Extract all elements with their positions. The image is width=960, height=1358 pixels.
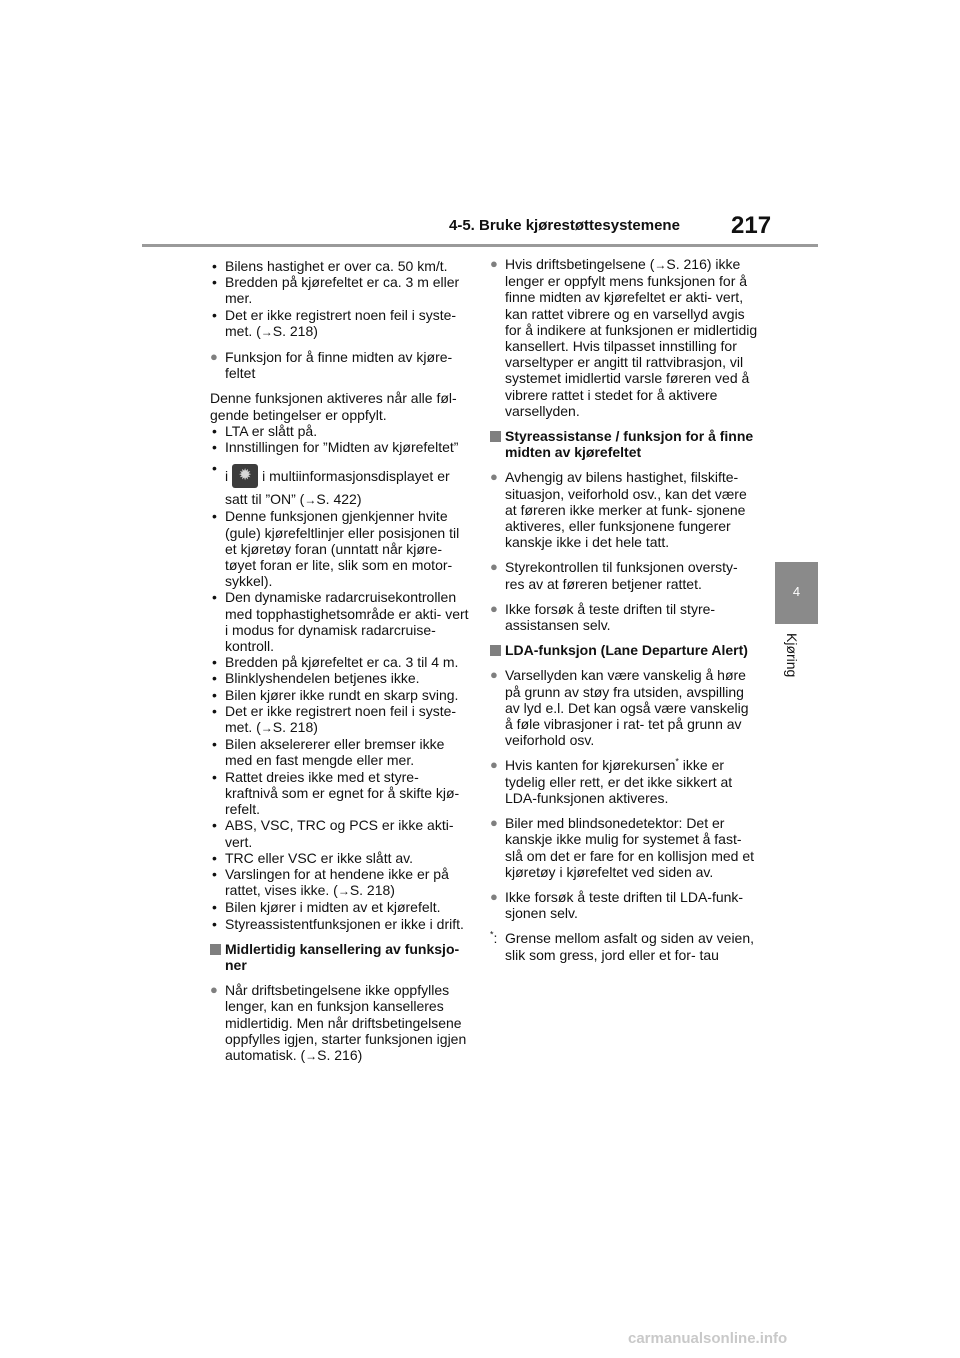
list-item	[210, 703, 472, 736]
gear-icon	[232, 464, 258, 488]
list-item: • Bredden på kjørefeltet er ca. 3 m eller mer.	[210, 274, 472, 306]
right-column	[490, 256, 758, 963]
item-text: ikke er tydelig eller rett, er det ikke sikkert at LDA-funksjonen aktiveres.	[505, 757, 733, 806]
chapter-label: Kjøring	[784, 633, 800, 678]
list-item: • Den dynamiske radarcruisekontrollen med topphastighetsområde er akti- vert i modus for dynamisk radarcruise- kontroll.	[210, 589, 472, 654]
list-item-continued	[210, 491, 472, 508]
chapter-tab	[775, 562, 818, 624]
item-text: satt til ”ON” (	[225, 491, 305, 508]
item-text: lenger er oppfylt mens funksjonen for å finne midten av kjørefeltet er akti- vert, kan rattet vibrere og en varsellyd avgis for å indikere at funksjonen er midlertidig kansellert. Hvis tilpasset innstilling for varseltyper er angitt til rattvibrasjon, vil systemet imidlertid varsle føreren ved å vibrere rattet i stedet for å aktivere varsellyden.	[505, 273, 758, 419]
footnote	[490, 930, 758, 962]
page-reference[interactable]: S. 216) ikke	[666, 256, 741, 272]
list-item: • LTA er slått på.	[210, 423, 472, 439]
list-item: • Bilen akselererer eller bremser ikke med en fast mengde eller mer.	[210, 736, 472, 768]
item-text: Hvis kanten for kjørekursen	[505, 757, 676, 774]
page-reference[interactable]: S. 216)	[317, 1046, 363, 1063]
note-item	[490, 757, 758, 806]
cancel-heading: Midlertidig kansellering av funksjo- ner	[210, 941, 472, 973]
list-item: • Bredden på kjørefeltet er ca. 3 til 4 m.	[210, 654, 472, 670]
section-title: 4-5. Bruke kjørestøttesystemene	[449, 217, 680, 234]
note-item: ● Ikke forsøk å teste driften til styre- assistansen selv.	[490, 601, 758, 633]
arrow-right-icon: →	[337, 884, 350, 899]
watermark: carmanualsonline.info	[628, 1330, 788, 1347]
list-item: • Denne funksjonen gjenkjenner hvite (gule) kjørefeltlinjer eller posisjonen til et kjøretøy foran (unntatt når kjøre- tøyet foran er lite, slik som en motor- sykkel).	[210, 508, 472, 589]
arrow-right-icon: →	[260, 721, 273, 736]
lda-heading: LDA-funksjon (Lane Departure Alert)	[490, 642, 758, 658]
list-item: • Bilen kjører i midten av et kjørefelt.	[210, 899, 472, 915]
list-item: • Blinklyshendelen betjenes ikke.	[210, 670, 472, 686]
note-item: ● Ikke forsøk å teste driften til LDA-funk- sjonen selv.	[490, 889, 758, 921]
list-item: • Styreassistentfunksjonen er ikke i drift.	[210, 916, 472, 932]
list-item	[210, 307, 472, 340]
arrow-right-icon: →	[260, 324, 273, 339]
list-item: • TRC eller VSC er ikke slått av.	[210, 850, 472, 866]
footnote-text: Grense mellom asfalt og siden av veien, slik som gress, jord eller et for- tau	[505, 930, 755, 963]
page-number: 217	[731, 212, 772, 239]
list-item: • Innstillingen for ”Midten av kjørefeltet”	[210, 439, 472, 455]
page-reference[interactable]: S. 218)	[272, 322, 318, 339]
arrow-right-icon: →	[305, 1048, 318, 1063]
page-reference[interactable]: S. 218)	[349, 882, 395, 899]
item-text: Hvis driftsbetingelsene (	[505, 256, 655, 272]
list-item-continued	[210, 460, 472, 488]
list-item: • Bilens hastighet er over ca. 50 km/t.	[210, 258, 472, 274]
item-text: Når driftsbetingelsene ikke oppfylles lenger, kan en funksjon kanselleres midlertidig. Men når driftsbetingelsene oppfylles igjen, starter funksjonen igjen automatisk. (	[225, 982, 467, 1063]
center-function-heading: ● Funksjon for å finne midten av kjøre- feltet	[210, 349, 472, 381]
item-text: Det er ikke registrert noen feil i syste- met. (	[225, 306, 457, 339]
list-item	[210, 866, 472, 899]
note-item: ● Avhengig av bilens hastighet, filskifte- situasjon, veiforhold osv., kan det være at føreren ikke merker at funk- sjonene aktiveres, eller funksjonene fungerer kanskje ikke i det hele tatt.	[490, 469, 758, 550]
conditions-paragraph	[490, 256, 758, 419]
item-text: Det er ikke registrert noen feil i syste- met. (	[225, 702, 457, 736]
chapter-number: 4	[792, 584, 801, 599]
page-reference[interactable]: S. 218)	[272, 719, 318, 736]
item-text: i multiinformasjonsdisplayet er	[262, 468, 450, 485]
item-text: i	[225, 468, 229, 485]
steering-heading: Styreassistanse / funksjon for å finne midten av kjørefeltet	[490, 428, 758, 460]
cancel-paragraph	[210, 982, 472, 1064]
note-item: ● Styrekontrollen til funksjonen oversty- res av at føreren betjener rattet.	[490, 559, 758, 591]
center-function-intro: Denne funksjonen aktiveres når alle føl- gende betingelser er oppfylt.	[210, 390, 457, 423]
note-item: ● Biler med blindsonedetektor: Det er kanskje ikke mulig for systemet å fast- slå om det er fare for en kollisjon med et kjøretøy i kjørefeltet ved siden av.	[490, 815, 758, 880]
arrow-right-icon: →	[304, 493, 317, 508]
page-reference[interactable]: S. 422)	[316, 491, 362, 508]
list-item: • Bilen kjører ikke rundt en skarp sving.	[210, 687, 472, 703]
note-item: ● Varsellyden kan være vanskelig å høre på grunn av støy fra utsiden, avspilling av lyd e.l. Det kan også være vanskelig å føle vibrasjoner i rat- tet på grunn av veiforhold osv.	[490, 667, 758, 748]
arrow-right-icon: →	[654, 258, 667, 272]
item-text: Varslingen for at hendene ikke er på rattet, vises ikke. (	[225, 865, 449, 899]
footnote-mark: *:	[490, 929, 498, 947]
header-divider	[142, 244, 818, 247]
list-item: • ABS, VSC, TRC og PCS er ikke akti- vert.	[210, 817, 472, 849]
list-item: • Rattet dreies ikke med et styre- kraftnivå som er egnet for å skifte kjø- refelt.	[210, 769, 472, 818]
footnote-marker: *	[675, 756, 679, 767]
left-column	[210, 256, 472, 1064]
